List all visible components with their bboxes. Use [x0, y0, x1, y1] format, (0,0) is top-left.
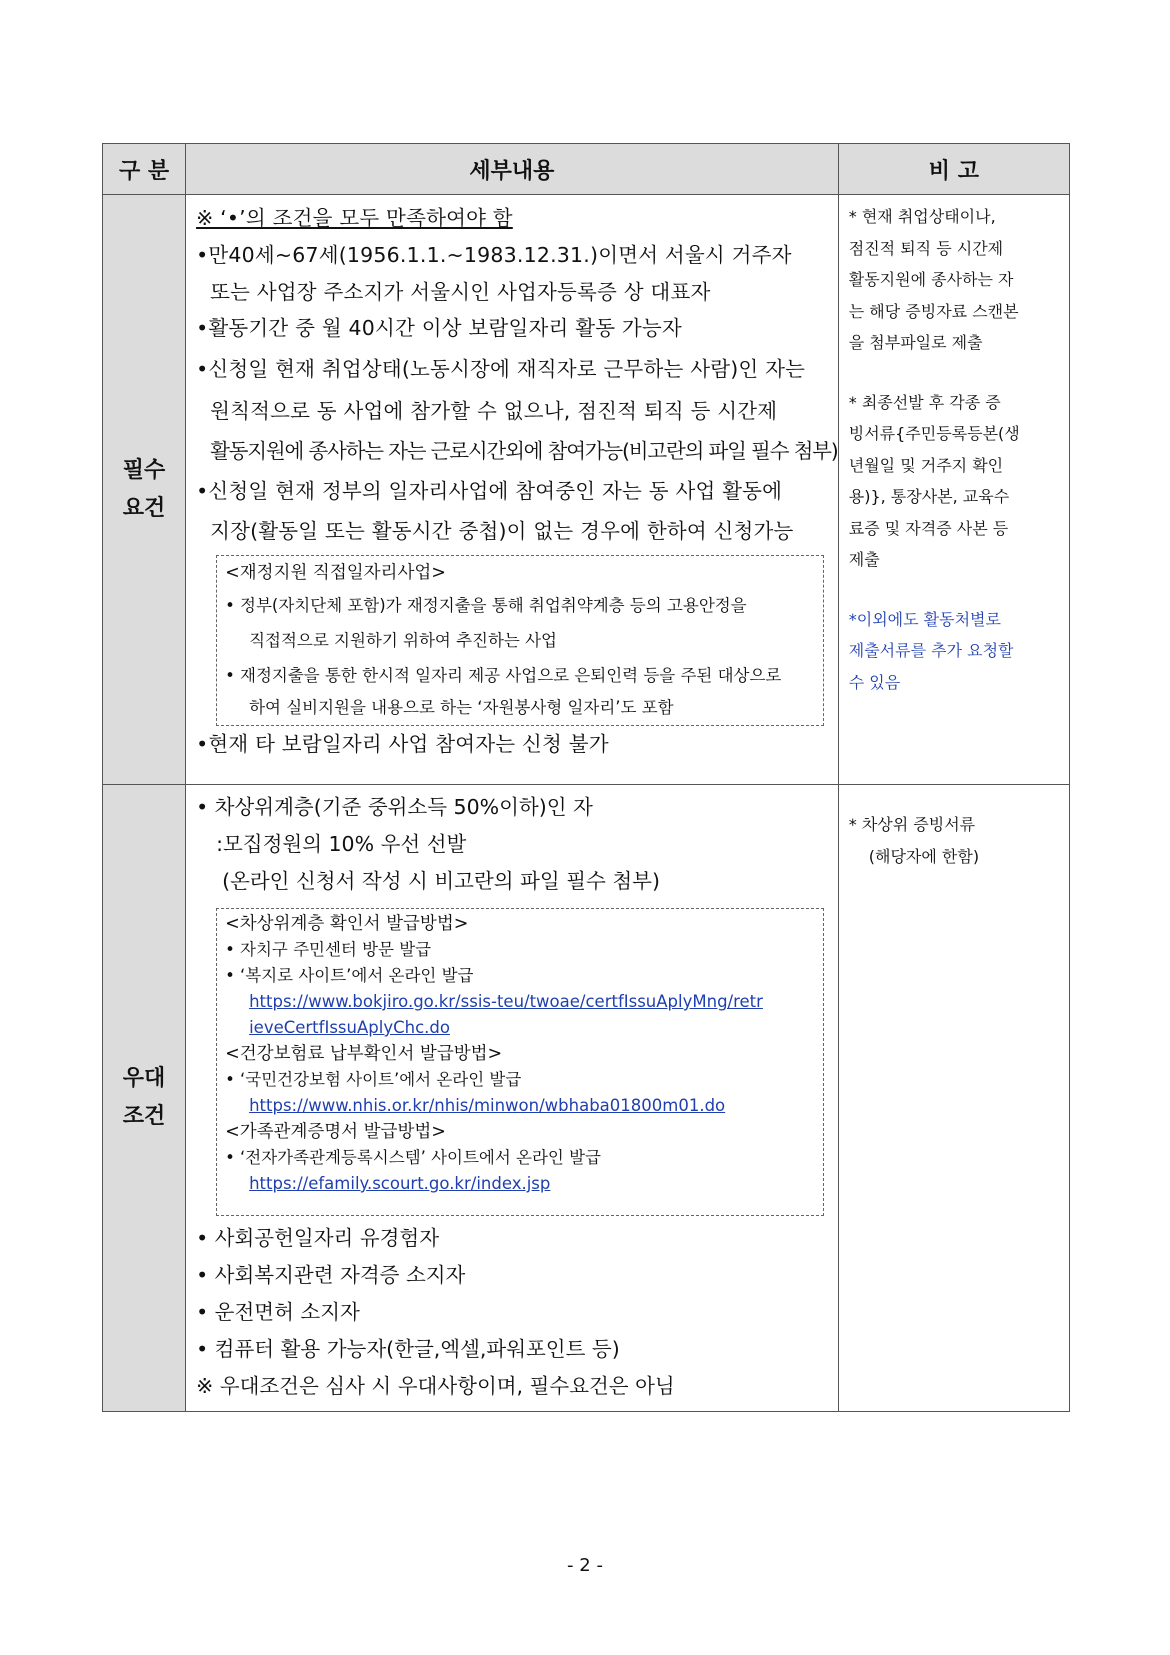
preferred-category-line2: 조건	[122, 1104, 166, 1129]
direct-job-box-line3: • 재정지출을 통한 한시적 일자리 제공 사업으로 은퇴인력 등을 주된 대상으로	[225, 666, 782, 685]
required-line-other: •현재 타 보람일자리 사업 참여자는 신청 불가	[196, 732, 609, 756]
preferred-line-quota: :모집정원의 10% 우선 선발	[216, 832, 467, 856]
box-item-bokjiro: • ‘복지로 사이트’에서 온라인 발급	[225, 966, 474, 985]
required-remark-1: * 현재 취업상태이나,	[848, 207, 996, 226]
required-category-line1: 필수	[122, 457, 166, 483]
preferred-remark-2: (해당자에 한함)	[868, 846, 980, 866]
required-row	[103, 195, 1070, 785]
page-number: - 2 -	[567, 1555, 603, 1576]
bokjiro-link-part1[interactable]: https://www.bokjiro.go.kr/ssis-teu/twoae/certfIssuAplyMng/retr	[249, 992, 763, 1011]
preferred-line-attach: (온라인 신청서 작성 시 비고란의 파일 필수 첨부)	[222, 869, 660, 893]
nhis-link-line[interactable]	[225, 1093, 815, 1119]
required-line-gov-cont: 지장(활동일 또는 활동시간 중첩)이 없는 경우에 한하여 신청가능	[210, 519, 794, 543]
required-line-age-cont: 또는 사업장 주소지가 서울시인 사업자등록증 상 대표자	[210, 280, 711, 304]
box-title-health: <건강보험료 납부확인서 발급방법>	[225, 1044, 503, 1064]
direct-job-box-title: <재정지원 직접일자리사업>	[225, 563, 446, 583]
required-remark-2: 점진적 퇴직 등 시간제	[848, 238, 1004, 258]
direct-job-box-line2: 직접적으로 지원하기 위하여 추진하는 사업	[249, 631, 557, 650]
required-remark-10: 료증 및 자격증 사본 등	[848, 518, 1009, 538]
required-category	[103, 195, 186, 785]
box-item-efamily: • ‘전자가족관계등록시스템’ 사이트에서 온라인 발급	[225, 1148, 601, 1167]
required-line-hours: •활동기간 중 월 40시간 이상 보람일자리 활동 가능자	[196, 316, 682, 340]
required-note-text: ※ ‘•’의 조건을 모두 만족하여야 함	[196, 206, 513, 230]
required-remark-7: 빙서류{주민등록등본(생	[848, 424, 1020, 443]
required-remark-5: 을 첨부파일로 제출	[848, 333, 983, 352]
direct-job-info-box	[216, 555, 824, 726]
required-remark-6: * 최종선발 후 각종 증	[848, 392, 1001, 412]
direct-job-box-line4: 하여 실비지원을 내용으로 하는 ‘자원봉사형 일자리’도 포함	[249, 698, 674, 717]
required-line-age: •만40세~67세(1956.1.1.~1983.12.31.)이면서 서울시 거주자	[196, 243, 792, 267]
required-remark-8: 년월일 및 거주지 확인	[848, 455, 1004, 475]
required-category-line2: 요건	[122, 495, 166, 521]
box-title-family: <가족관계증명서 발급방법>	[225, 1122, 446, 1142]
preferred-note: ※ 우대조건은 심사 시 우대사항이며, 필수요건은 아님	[196, 1374, 675, 1398]
header-details: 세부내용	[186, 144, 839, 195]
header-remarks: 비 고	[838, 144, 1069, 195]
required-note-line	[196, 201, 828, 235]
header-category: 구 분	[103, 144, 186, 195]
required-remark-11: 제출	[848, 550, 880, 569]
bokjiro-link-line2[interactable]	[225, 1015, 815, 1041]
box-item-nhis: • ‘국민건강보험 사이트’에서 온라인 발급	[225, 1070, 522, 1089]
bokjiro-link-line1[interactable]	[225, 989, 815, 1015]
box-title-low-income: <차상위계층 확인서 발급방법>	[225, 914, 469, 934]
efamily-link-line[interactable]	[225, 1171, 815, 1197]
preferred-remarks	[838, 785, 1069, 1412]
preferred-line-driver: • 운전면허 소지자	[196, 1300, 360, 1324]
preferred-line-social: • 사회공헌일자리 유경험자	[196, 1226, 440, 1250]
required-remark-blue-3: 수 있음	[848, 672, 901, 692]
required-remark-3: 활동지원에 종사하는 자	[848, 270, 1014, 289]
preferred-line-low-income: • 차상위계층(기준 중위소득 50%이하)인 자	[196, 795, 593, 819]
preferred-category	[103, 785, 186, 1412]
direct-job-box-line1: • 정부(자치단체 포함)가 재정지출을 통해 취업취약계층 등의 고용안정을	[225, 596, 747, 615]
preferred-remark-1: * 차상위 증빙서류	[848, 815, 976, 834]
bokjiro-link-part2[interactable]: ieveCertfIssuAplyChc.do	[249, 1018, 450, 1037]
box-item-visit: • 자치구 주민센터 방문 발급	[225, 940, 432, 959]
preferred-details	[186, 785, 839, 1412]
preferred-row	[103, 785, 1070, 1412]
certificate-info-box	[216, 908, 824, 1216]
required-remark-blue-2: 제출서류를 추가 요청할	[848, 641, 1014, 660]
required-details	[186, 195, 839, 785]
preferred-category-line1: 우대	[122, 1066, 166, 1091]
required-line-employed-cont2: 활동지원에 종사하는 자는 근로시간외에 참여가능(비고란의 파일 필수 첨부)	[210, 439, 838, 463]
required-remark-9: 용)}, 통장사본, 교육수	[848, 487, 1010, 506]
preferred-line-computer: • 컴퓨터 활용 가능자(한글,엑셀,파워포인트 등)	[196, 1337, 620, 1361]
required-remarks	[838, 195, 1069, 785]
required-remark-blue-1: *이외에도 활동처별로	[848, 609, 1001, 629]
nhis-link[interactable]: https://www.nhis.or.kr/nhis/minwon/wbhaba01800m01.do	[249, 1096, 726, 1115]
required-remark-4: 는 해당 증빙자료 스캔본	[848, 301, 1019, 321]
preferred-line-license: • 사회복지관련 자격증 소지자	[196, 1263, 466, 1287]
table-header-row	[103, 144, 1070, 195]
required-line-gov: •신청일 현재 정부의 일자리사업에 참여중인 자는 동 사업 활동에	[196, 479, 783, 503]
efamily-link[interactable]: https://efamily.scourt.go.kr/index.jsp	[249, 1174, 551, 1193]
required-line-employed: •신청일 현재 취업상태(노동시장에 재직자로 근무하는 사람)인 자는	[196, 357, 806, 381]
required-line-employed-cont1: 원칙적으로 동 사업에 참가할 수 없으나, 점진적 퇴직 등 시간제	[210, 399, 778, 423]
requirements-table	[102, 143, 1070, 1412]
